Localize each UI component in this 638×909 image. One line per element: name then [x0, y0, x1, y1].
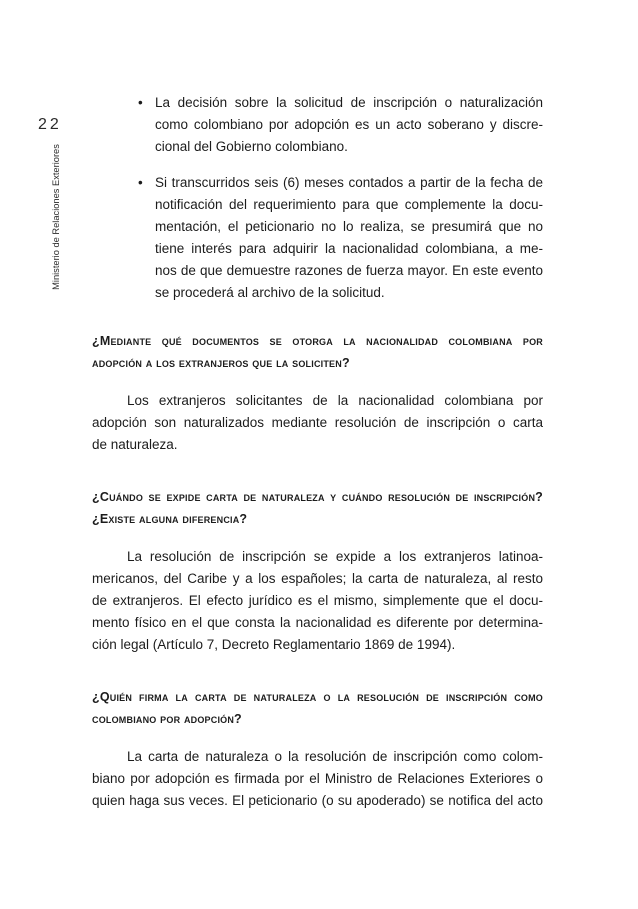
bullet-line: mentación, el peticionario no lo realiza, se presumirá que no — [155, 219, 543, 234]
bullet-item — [138, 92, 543, 158]
heading-line: ¿Quién firma la carta de naturaleza o la resolución de inscripción como — [92, 690, 543, 704]
paragraph-line: de naturaleza. — [92, 437, 178, 452]
heading-line: colombiano por adopción? — [92, 712, 242, 726]
page-number: 22 — [38, 116, 62, 133]
running-head: Ministerio de Relaciones Exteriores — [51, 144, 61, 290]
paragraph-line: biano por adopción es firmada por el Ministro de Relaciones Exteriores o — [92, 771, 543, 786]
paragraph-line: La carta de naturaleza o la resolución de inscripción como colom- — [127, 749, 543, 764]
paragraph-line: La resolución de inscripción se expide a los extranjeros latinoa- — [127, 549, 543, 564]
paragraph-line: Los extranjeros solicitantes de la nacionalidad colombiana por — [127, 393, 543, 408]
bullet-item — [138, 172, 543, 304]
paragraph-line: de extranjeros. El efecto jurídico es el mismo, simplemente que el docu- — [92, 593, 543, 608]
bullet-line: tiene interés para adquirir la nacionalidad colombiana, a me- — [155, 241, 543, 256]
heading-line: ¿Existe alguna diferencia? — [92, 512, 248, 526]
heading-line: ¿Mediante qué documentos se otorga la nacionalidad colombiana por — [92, 334, 543, 348]
paragraph-line: ción legal (Artículo 7, Decreto Reglamentario 1869 de 1994). — [92, 637, 456, 652]
answer-paragraph — [92, 390, 543, 456]
bullet-line: cional del Gobierno colombiano. — [155, 139, 348, 154]
bullet-line: se procederá al archivo de la solicitud. — [155, 285, 385, 300]
answer-paragraph — [92, 746, 543, 812]
paragraph-line: adopción son naturalizados mediante resolución de inscripción o carta — [92, 415, 543, 430]
bullet-line: Si transcurridos seis (6) meses contados a partir de la fecha de — [155, 175, 543, 190]
bullet-line: La decisión sobre la solicitud de inscripción o naturalización — [155, 95, 543, 110]
question-heading — [92, 486, 543, 530]
question-heading — [92, 330, 543, 374]
bullet-line: como colombiano por adopción es un acto soberano y discre- — [155, 117, 543, 132]
bullet-line: nos de que demuestre razones de fuerza mayor. En este evento — [155, 263, 543, 278]
bullet-marker: • — [138, 175, 143, 190]
paragraph-line: mento físico en el que consta la nacionalidad es diferente por determina- — [92, 615, 543, 630]
answer-paragraph — [92, 546, 543, 656]
heading-line: adopción a los extranjeros que la soliciten? — [92, 356, 350, 370]
bullet-marker: • — [138, 95, 143, 110]
heading-line: ¿Cuándo se expide carta de naturaleza y cuándo resolución de inscripción? — [92, 490, 543, 504]
question-heading — [92, 686, 543, 730]
bullet-line: notificación del requerimiento para que complemente la docu- — [155, 197, 543, 212]
paragraph-line: mericanos, del Caribe y a los españoles; la carta de naturaleza, al resto — [92, 571, 543, 586]
paragraph-line: quien haga sus veces. El peticionario (o su apoderado) se notifica del acto — [92, 793, 543, 808]
